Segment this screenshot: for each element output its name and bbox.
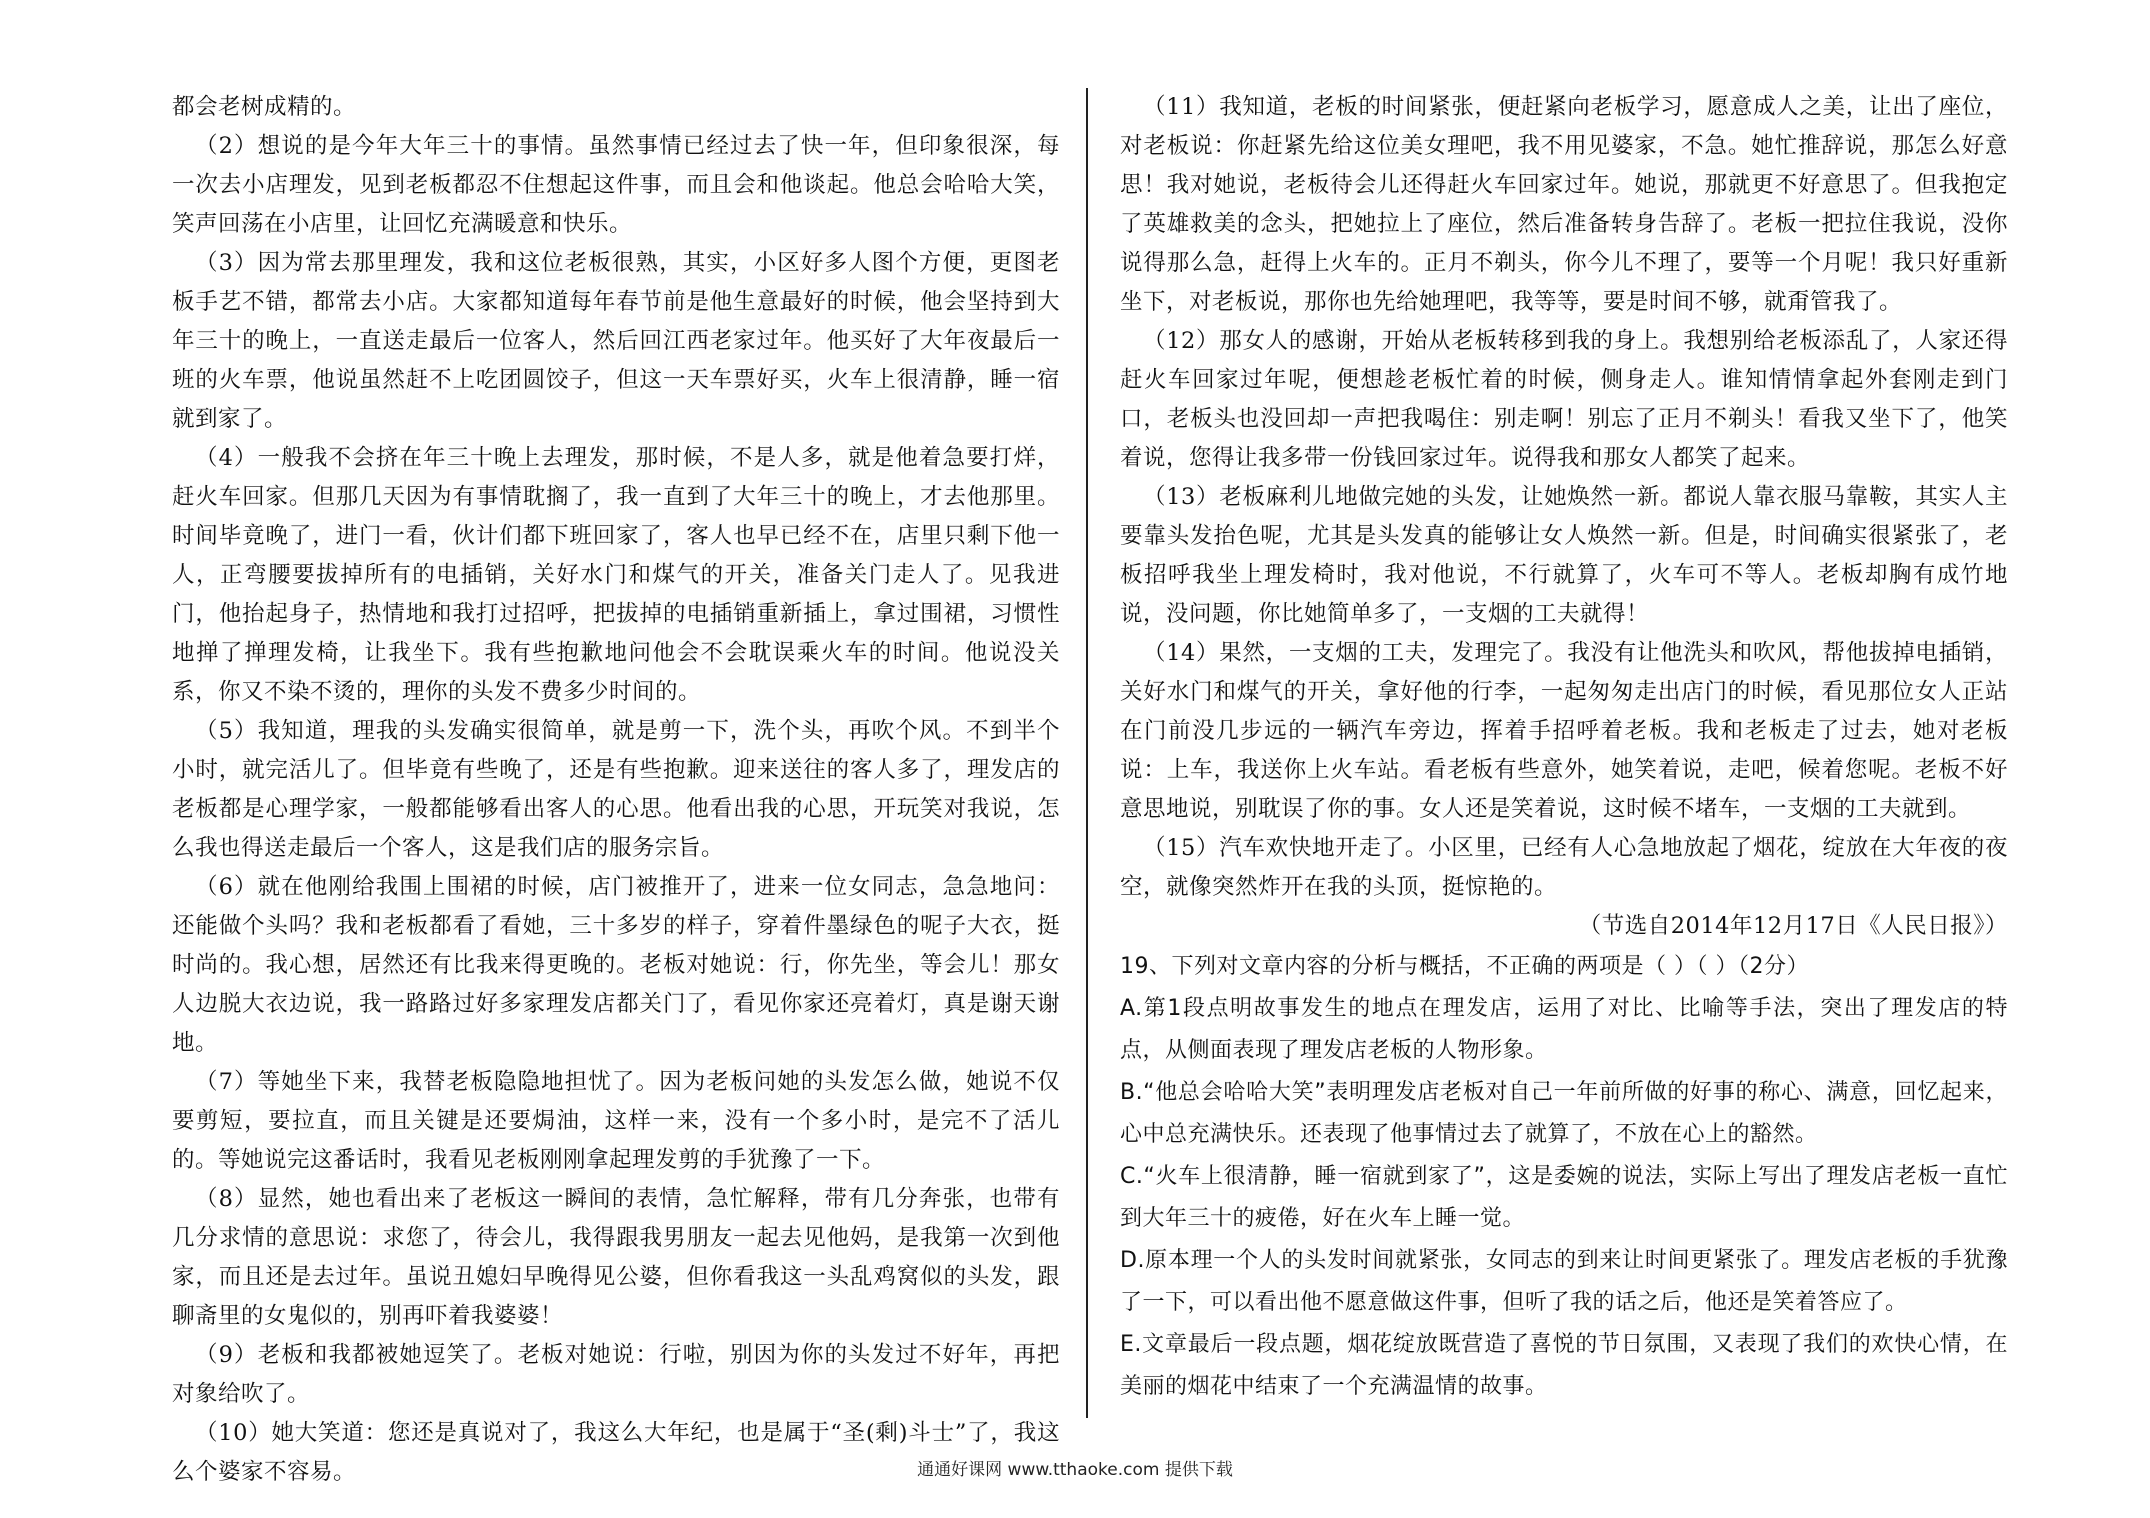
option-e: E.文章最后一段点题，烟花绽放既营造了喜悦的节日氛围，又表现了我们的欢快心情，在美丽的烟花中结束了一个充满温情的故事。 (1120, 1332, 2008, 1399)
question-stem: 19、下列对文章内容的分析与概括，不正确的两项是（ ）（ ）（2分） (1120, 954, 1809, 979)
paragraph-1-end: 都会老树成精的。 (172, 94, 357, 120)
paragraph-2: （2）想说的是今年大年三十的事情。虽然事情已经过去了快一年，但印象很深，每一次去小店理发，见到老板都忍不住想起这件事，而且会和他谈起。他总会哈哈大笑，笑声回荡在小店里，让回忆充满暖意和快乐。 (172, 133, 1060, 237)
paragraph-12: （12）那女人的感谢，开始从老板转移到我的身上。我想别给老板添乱了，人家还得赶火车回家过年呢，便想趁老板忙着的时候，侧身走人。谁知情情拿起外套刚走到门口，老板头也没回却一声把我喝住：别走啊！别忘了正月不剃头！看我又坐下了，他笑着说，您得让我多带一份钱回家过年。说得我和那女人都笑了起来。 (1120, 328, 2008, 471)
paragraph-3: （3）因为常去那里理发，我和这位老板很熟，其实，小区好多人图个方便，更图老板手艺不错，都常去小店。大家都知道每年春节前是他生意最好的时候，他会坚持到大年三十的晚上，一直送走最后一位客人，然后回江西老家过年。他买好了大年夜最后一班的火车票，他说虽然赶不上吃团圆饺子，但这一天车票好买，火车上很清静，睡一宿就到家了。 (172, 250, 1060, 432)
paragraph-6: （6）就在他刚给我围上围裙的时候，店门被推开了，进来一位女同志，急急地问：还能做个头吗？我和老板都看了看她，三十多岁的样子，穿着件墨绿色的呢子大衣，挺时尚的。我心想，居然还有比我来得更晚的。老板对她说：行，你先坐，等会儿！那女人边脱大衣边说，我一路路过好多家理发店都关门了，看见你家还亮着灯，真是谢天谢地。 (172, 874, 1060, 1056)
column-divider (1086, 88, 1088, 1418)
paragraph-10: （10）她大笑道：您还是真说对了，我这么大年纪，也是属于“圣(剩)斗士”了，我这么个婆家不容易。 (172, 1420, 1060, 1485)
footer-credit: 通通好课网 www.tthaoke.com 提供下载 (917, 1460, 1233, 1480)
left-column (172, 88, 1060, 1492)
paragraph-11: （11）我知道，老板的时间紧张，便赶紧向老板学习，愿意成人之美，让出了座位，对老板说：你赶紧先给这位美女理吧，我不用见婆家，不急。她忙推辞说，那怎么好意思！我对她说，老板待会儿还得赶火车回家过年。她说，那就更不好意思了。但我抱定了英雄救美的念头，把她拉上了座位，然后准备转身告辞了。老板一把拉住我说，没你说得那么急，赶得上火车的。正月不剃头，你今儿不理了，要等一个月呢！我只好重新坐下，对老板说，那你也先给她理吧，我等等，要是时间不够，就甭管我了。 (1120, 94, 2008, 315)
paragraph-14: （14）果然，一支烟的工夫，发理完了。我没有让他洗头和吹风，帮他拔掉电插销，关好水门和煤气的开关，拿好他的行李，一起匆匆走出店门的时候，看见那位女人正站在门前没几步远的一辆汽车旁边，挥着手招呼着老板。我和老板走了过去，她对老板说：上车，我送你上火车站。看老板有些意外，她笑着说，走吧，候着您呢。老板不好意思地说，别耽误了你的事。女人还是笑着说，这时候不堵车，一支烟的工夫就到。 (1120, 640, 2008, 822)
paragraph-4: （4）一般我不会挤在年三十晚上去理发，那时候，不是人多，就是他着急要打烊，赶火车回家。但那几天因为有事情耽搁了，我一直到了大年三十的晚上，才去他那里。时间毕竟晚了，进门一看，伙计们都下班回家了，客人也早已经不在，店里只剩下他一人，正弯腰要拔掉所有的电插销，关好水门和煤气的开关，准备关门走人了。见我进门，他抬起身子，热情地和我打过招呼，把拔掉的电插销重新插上，拿过围裙，习惯性地掸了掸理发椅，让我坐下。我有些抱歉地问他会不会耽误乘火车的时间。他说没关系，你又不染不烫的，理你的头发不费多少时间的。 (172, 445, 1060, 705)
option-c: C.“火车上很清静，睡一宿就到家了”，这是委婉的说法，实际上写出了理发店老板一直忙到大年三十的疲倦，好在火车上睡一觉。 (1120, 1164, 2008, 1231)
paragraph-7: （7）等她坐下来，我替老板隐隐地担忧了。因为老板问她的头发怎么做，她说不仅要剪短，要拉直，而且关键是还要焗油，这样一来，没有一个多小时，是完不了活儿的。等她说完这番话时，我看见老板刚刚拿起理发剪的手犹豫了一下。 (172, 1069, 1060, 1173)
option-b: B.“他总会哈哈大笑”表明理发店老板对自己一年前所做的好事的称心、满意，回忆起来，心中总充满快乐。还表现了他事情过去了就算了，不放在心上的豁然。 (1120, 1080, 2008, 1147)
source-citation: （节选自2014年12月17日《人民日报》） (1578, 913, 2008, 939)
option-a: A.第1段点明故事发生的地点在理发店，运用了对比、比喻等手法，突出了理发店的特点，从侧面表现了理发店老板的人物形象。 (1120, 996, 2008, 1063)
paragraph-13: （13）老板麻利儿地做完她的头发，让她焕然一新。都说人靠衣服马靠鞍，其实人主要靠头发抬色呢，尤其是头发真的能够让女人焕然一新。但是，时间确实很紧张了，老板招呼我坐上理发椅时，我对他说，不行就算了，火车可不等人。老板却胸有成竹地说，没问题，你比她简单多了，一支烟的工夫就得！ (1120, 484, 2008, 627)
paragraph-15: （15）汽车欢快地开走了。小区里，已经有人心急地放起了烟花，绽放在大年夜的夜空，就像突然炸开在我的头顶，挺惊艳的。 (1120, 835, 2008, 900)
paragraph-9: （9）老板和我都被她逗笑了。老板对她说：行啦，别因为你的头发过不好年，再把对象给吹了。 (172, 1342, 1060, 1407)
paragraph-5: （5）我知道，理我的头发确实很简单，就是剪一下，洗个头，再吹个风。不到半个小时，就完活儿了。但毕竟有些晚了，还是有些抱歉。迎来送往的客人多了，理发店的老板都是心理学家，一般都能够看出客人的心思。他看出我的心思，开玩笑对我说，怎么我也得送走最后一个客人，这是我们店的服务宗旨。 (172, 718, 1060, 861)
paragraph-8: （8）显然，她也看出来了老板这一瞬间的表情，急忙解释，带有几分奔张，也带有几分求情的意思说：求您了，待会儿，我得跟我男朋友一起去见他妈，是我第一次到他家，而且还是去过年。虽说丑媳妇早晚得见公婆，但你看我这一头乱鸡窝似的头发，跟聊斋里的女鬼似的，别再吓着我婆婆！ (172, 1186, 1060, 1329)
right-column (1120, 88, 2008, 1408)
option-d: D.原本理一个人的头发时间就紧张，女同志的到来让时间更紧张了。理发店老板的手犹豫了一下，可以看出他不愿意做这件事，但听了我的话之后，他还是笑着答应了。 (1120, 1248, 2008, 1315)
